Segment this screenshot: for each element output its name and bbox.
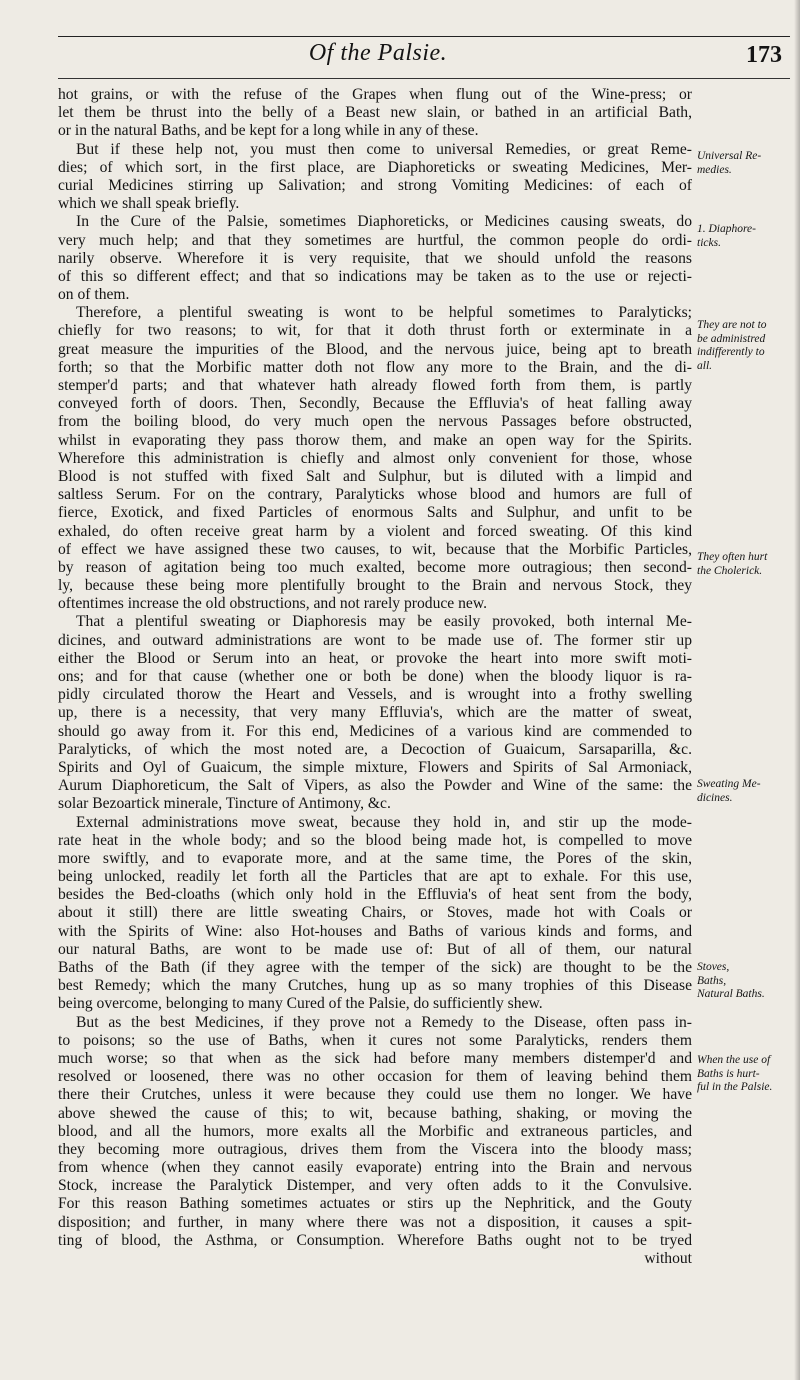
margin-note-line: Natural Baths.	[697, 988, 765, 1000]
margin-note	[697, 150, 797, 177]
text-line: rate heat in the whole body; and so the blood being made hot, is compelled to move	[58, 831, 692, 849]
text-line: Spirits and Oyl of Guaicum, the simple mixture, Flowers and Spirits of Sal Armoniack,	[58, 758, 692, 776]
text-line: or in the natural Baths, and be kept for a long while in any of these.	[58, 122, 479, 140]
text-line: best Remedy; which the many Crutches, hung up as so many trophies of this Disease	[58, 977, 692, 995]
text-line: dicines, and outward administrations are wont to be made use of. The former stir up	[58, 631, 692, 649]
text-line: saltless Serum. For on the contrary, Paralyticks whose blood and humors are full of	[58, 486, 692, 504]
text-line: great measure the impurities of the Blood, and the nervous juice, being apt to breath	[58, 340, 692, 358]
margin-note-line: Sweating Me-	[697, 778, 761, 790]
margin-note	[697, 961, 797, 1002]
text-line: there their Crutches, unless it were because they could use them no longer. We have	[58, 1086, 692, 1104]
text-line: Stock, increase the Paralytick Distemper, and very often adds to it the Convulsive.	[58, 1177, 692, 1195]
margin-note-line: ticks.	[697, 236, 721, 249]
running-head: Of the Palsie.	[308, 40, 448, 66]
margin-note-line: ful in the Palsie.	[697, 1081, 773, 1093]
text-line: above shewed the cause of this; to wit, because bathing, shaking, or moving the	[58, 1104, 692, 1122]
text-line: That a plentiful sweating or Diaphoresis may be easily provoked, both internal Me-	[76, 613, 692, 631]
text-line: solar Bezoartick minerale, Tincture of Antimony, &c.	[58, 795, 391, 813]
page-number: 173	[746, 42, 782, 68]
text-line: which we shall speak briefly.	[58, 195, 240, 213]
margin-note-line: be administred	[697, 332, 766, 345]
text-line: Baths of the Bath (if they agree with the temper of the sick) are thought to be the	[58, 959, 692, 976]
text-line: dies; of which sort, in the first place, are Diaphoreticks or sweating Medicines, Mer-	[58, 158, 692, 176]
text-line: more swiftly, and to evaporate more, and at the same time, the Pores of the skin,	[58, 849, 692, 867]
text-line: besides the Bed-cloaths (which only hold in the Effluvia's of heat sent from the body,	[58, 886, 692, 904]
text-line: about it still) there are little sweating Chairs, or Stoves, made hot with Coals or	[58, 904, 692, 922]
text-line: Aurum Diaphoreticum, the Salt of Vipers, as also the Powder and Wine of the same: the	[58, 777, 692, 795]
text-line: they becoming more outragious, drives them from the Viscera into the bloody mass;	[58, 1140, 692, 1158]
text-line: hot grains, or with the refuse of the Grapes when flung out of the Wine-press; or	[58, 86, 692, 103]
margin-note-line: When the use of	[697, 1054, 771, 1066]
margin-note-line: Stoves,	[697, 961, 730, 973]
text-line: exhaled, do often receive great harm by a violent and forced sweating. Of this kind	[58, 522, 692, 540]
margin-note	[697, 1054, 797, 1095]
text-line: of this so different effect; and that so indications may be taken as to the use or rejecti-	[58, 267, 692, 285]
text-line: either the Blood or Serum into an heat, or provoke the heart into more swift moti-	[58, 649, 692, 667]
margin-note	[697, 551, 797, 578]
text-line: from the boiling blood, do very much open the nervous Passages before obstructed,	[58, 413, 692, 431]
text-line: up, there is a necessity, that very many Effluvia's, which are the matter of sweat,	[58, 704, 692, 722]
text-line: ly, because these being more plentifully brought to the Brain and nervous Stock, they	[58, 577, 692, 595]
text-line: ons; and for that cause (whether one or both be done) when the bloody liquor is ra-	[58, 668, 692, 685]
text-line: narily observe. Wherefore it is very requisite, that we should unfold the reasons	[58, 249, 692, 267]
text-line: curial Medicines stirring up Salivation; and strong Vomiting Medicines: of each of	[58, 176, 692, 194]
margin-note	[697, 319, 797, 373]
text-line: stemper'd parts; and that whatever hath already flowed forth from them, is partly	[58, 377, 692, 394]
text-line: For this reason Bathing sometimes actuates or stirs up the Nephritick, and the Gouty	[58, 1195, 692, 1213]
margin-note-line: Baths is hurt-	[697, 1067, 760, 1080]
margin-note-line: 1. Diaphore-	[697, 223, 756, 235]
margin-note-line: dicines.	[697, 791, 733, 804]
head-rule	[58, 78, 790, 79]
text-line: whilst in evaporating they pass thorow them, and make an open way for the Spirits.	[58, 431, 692, 449]
text-line: conveyed forth of doors. Then, Secondly, Because the Effluvia's of heat falling away	[58, 395, 692, 413]
margin-note-line: medies.	[697, 163, 732, 176]
text-line: being unlocked, readily let forth all the Particles that are apt to exhale. For this use,	[58, 868, 692, 886]
text-line: Blood is not stuffed with fixed Salt and Sulphur, but is diluted with a limpid and	[58, 467, 692, 485]
text-line: much worse; so that when as the sick had before many members distemper'd and	[58, 1049, 692, 1067]
margin-note	[697, 778, 797, 805]
text-line: Therefore, a plentiful sweating is wont to be helpful sometimes to Paralyticks;	[76, 304, 692, 322]
text-line: ting of blood, the Asthma, or Consumption. Wherefore Baths ought not to be tryed	[58, 1231, 692, 1249]
margin-note-line: the Cholerick.	[697, 564, 763, 577]
margin-note	[697, 223, 797, 250]
text-line: But as the best Medicines, if they prove not a Remedy to the Disease, often pass in-	[76, 1013, 692, 1031]
text-line: Wherefore this administration is chiefly and almost only convenient for those, whose	[58, 449, 692, 467]
text-line: forth; so that the Morbific matter doth not flow any more to the Brain, and the di-	[58, 358, 692, 376]
text-line: of effect we have assigned these two causes, to wit, because that the Morbific Particles,	[58, 540, 692, 558]
margin-note-line: all.	[697, 359, 713, 372]
top-rule	[58, 36, 790, 37]
body-text	[58, 86, 692, 1268]
text-line: very much help; and that they sometimes are hurtful, the common people do ordi-	[58, 231, 692, 249]
text-line: from whence (when they cannot easily evaporate) entring into the Brain and nervous	[58, 1159, 692, 1177]
page-edge-shadow	[794, 0, 800, 1380]
margin-note-line: indifferently to	[697, 346, 765, 358]
text-line: let them be thrust into the belly of a Beast new slain, or bathed in an artificial Bath,	[58, 104, 692, 122]
text-line: But if these help not, you must then come to universal Remedies, or great Reme-	[76, 140, 692, 158]
margin-note-line: Baths,	[697, 974, 727, 987]
text-line: oftentimes increase the old obstructions, and not rarely produce new.	[58, 595, 487, 613]
text-line: External administrations move sweat, because they hold in, and stir up the mode-	[76, 813, 692, 831]
text-line: pidly circulated thorow the Heart and Vessels, and is wrought into a frothy swelling	[58, 686, 692, 704]
margin-note-line: They are not to	[697, 319, 767, 331]
text-line: with the Spirits of Wine: also Hot-houses and Baths of various kinds and forms, and	[58, 922, 692, 940]
text-line: to poisons; so the use of Baths, when it cures not some Paralyticks, renders them	[58, 1031, 692, 1049]
text-line: should go away from it. For this end, Medicines of a various kind are commended to	[58, 722, 692, 740]
text-line: chiefly for two reasons; to wit, for that it doth thrust forth or exterminate in a	[58, 322, 692, 340]
text-line: on of them.	[58, 286, 130, 304]
text-line: In the Cure of the Palsie, sometimes Diaphoreticks, or Medicines causing sweats, do	[76, 213, 692, 231]
text-line: by reason of agitation being too much exalted, become more outragious; then second-	[58, 558, 692, 576]
text-line: resolved or loosened, there was no other occasion for them of leaving behind them	[58, 1068, 692, 1086]
text-line: Paralyticks, of which the most noted are, a Decoction of Guaicum, Sarsaparilla, &c.	[58, 740, 692, 758]
text-line: fierce, Exotick, and fixed Particles of enormous Salts and Sulphur, and unfit to be	[58, 504, 692, 522]
text-line: disposition; and further, in many where there was not a disposition, it causes a spit-	[58, 1213, 692, 1231]
margin-note-line: They often hurt	[697, 551, 768, 563]
margin-note-line: Universal Re-	[697, 150, 762, 162]
text-line: being overcome, belonging to many Cured of the Palsie, do sufficiently shew.	[58, 995, 543, 1013]
text-line: blood, and all the humors, more exalts all the Morbific and extraneous particles, and	[58, 1122, 692, 1140]
text-line: our natural Baths, are wont to be made use of: But of all of them, our natural	[58, 940, 692, 958]
catchword: without	[644, 1250, 692, 1267]
